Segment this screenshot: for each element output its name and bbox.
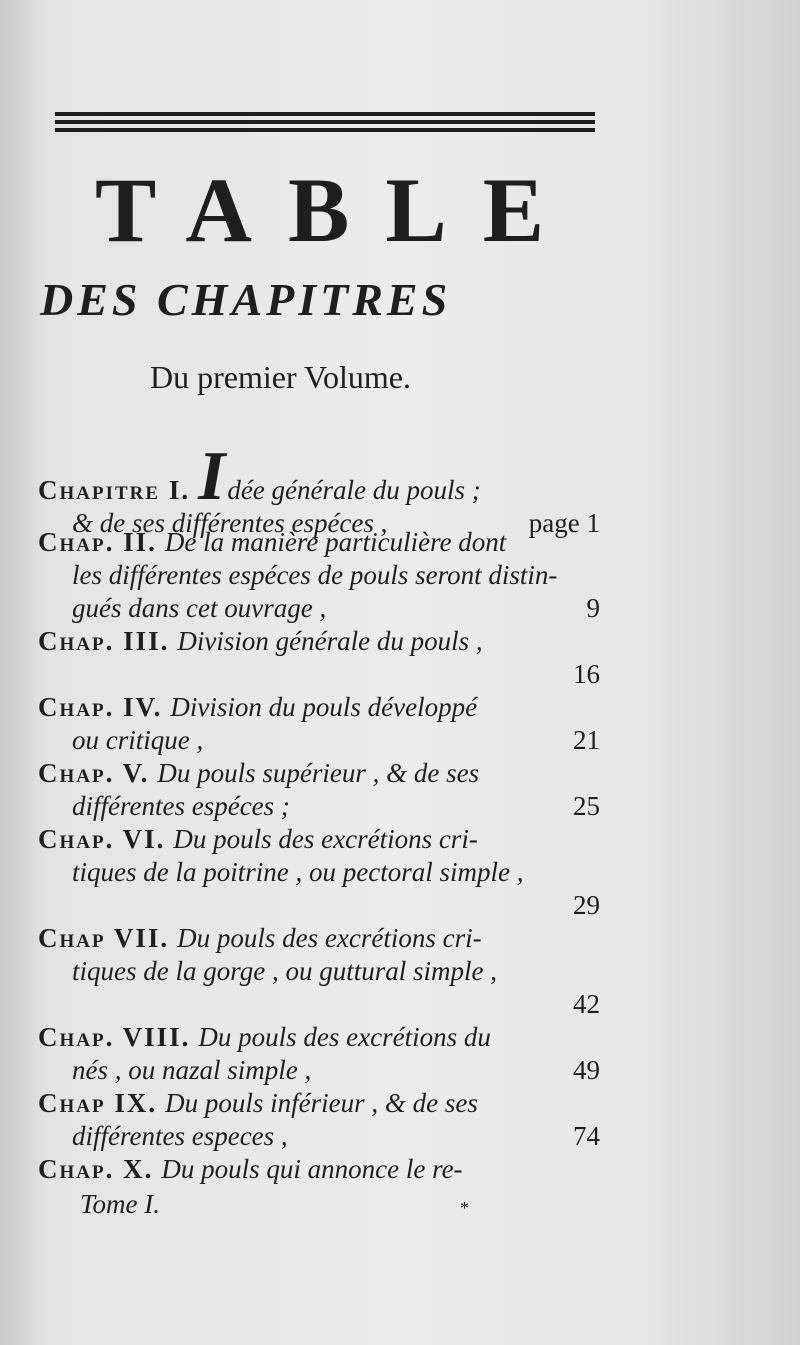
entry-text: nés , ou nazal simple ,: [72, 1055, 312, 1085]
toc-entry-9: [38, 1087, 600, 1153]
volume-marker: Tome I.: [80, 1189, 161, 1219]
page-number: 16: [573, 659, 600, 689]
toc-entry-6: [38, 823, 600, 922]
chapter-label: Chap VII.: [38, 923, 170, 953]
page-number: 9: [586, 593, 600, 623]
entry-text: tiques de la poitrine , ou pectoral simple ,: [72, 857, 524, 887]
chapter-label: Chap. VI.: [38, 824, 166, 854]
chapter-label: Chapitre I.: [38, 475, 191, 505]
entry-text: différentes especes ,: [72, 1121, 288, 1151]
page-number: page 1: [528, 508, 600, 538]
entry-text: les différentes espéces de pouls seront distin-: [72, 560, 558, 590]
page-number: 25: [573, 791, 600, 821]
entry-text: Division générale du pouls ,: [177, 626, 483, 656]
volume-heading: Du premier Volume.: [150, 359, 411, 395]
entry-text: Du pouls qui annonce le re-: [161, 1154, 463, 1184]
page-number: 21: [573, 725, 600, 755]
chapter-label: Chap. V.: [38, 758, 150, 788]
page-subtitle: DES CHAPITRES: [40, 274, 452, 325]
toc-entry-2: [38, 526, 600, 625]
chapter-label: Chap. IV.: [38, 692, 163, 722]
entry-text: Du pouls des excrétions cri-: [177, 923, 482, 953]
toc-entry-3: [38, 625, 600, 691]
entry-text: Du pouls des excrétions du: [198, 1022, 491, 1052]
chapter-label: Chap. VIII.: [38, 1022, 191, 1052]
toc-entry-7: [38, 922, 600, 1021]
chapter-label: Chap IX.: [38, 1088, 158, 1118]
page-number: 49: [573, 1055, 600, 1085]
header-rule: [55, 112, 595, 132]
entry-text: Du pouls inférieur , & de ses: [165, 1088, 478, 1118]
entry-text: différentes espéces ;: [72, 791, 290, 821]
signature-mark: *: [460, 1198, 469, 1218]
page-number: 74: [573, 1121, 600, 1151]
toc-entry-10: [38, 1153, 600, 1186]
entry-text: Division du pouls développé: [170, 692, 478, 722]
chapter-label: Chap. X.: [38, 1154, 154, 1184]
entry-text: & de ses différentes espéces ,: [72, 508, 388, 538]
entry-text: gués dans cet ouvrage ,: [72, 593, 327, 623]
entry-text: tiques de la gorge , ou guttural simple ,: [72, 956, 497, 986]
chapter-label: Chap. II.: [38, 527, 157, 557]
toc-entry-5: [38, 757, 600, 823]
entry-text: Du pouls supérieur , & de ses: [157, 758, 480, 788]
toc-entry-4: [38, 691, 600, 757]
page-title: TABLE: [95, 159, 581, 261]
toc-entry-8: [38, 1021, 600, 1087]
page-footer: [80, 1188, 600, 1221]
entry-text: ou critique ,: [72, 725, 204, 755]
page-number: 29: [573, 890, 600, 920]
drop-initial: I: [198, 438, 226, 515]
chapter-label: Chap. III.: [38, 626, 170, 656]
entry-text: dée générale du pouls ;: [227, 475, 481, 505]
entry-text: Du pouls des excrétions cri-: [173, 824, 478, 854]
page-number: 42: [573, 989, 600, 1019]
entry-text: De la manière particulière dont: [164, 527, 507, 557]
